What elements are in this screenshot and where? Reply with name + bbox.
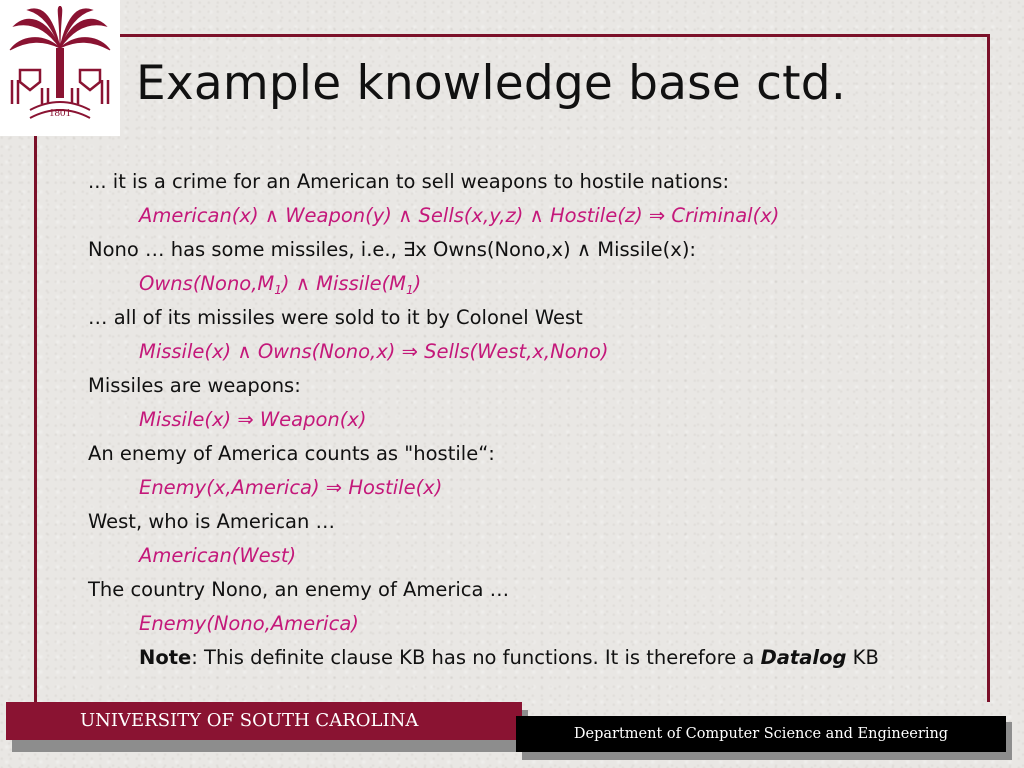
footer-university: UNIVERSITY OF SOUTH CAROLINA [6, 702, 522, 740]
note-datalog: Datalog [760, 646, 847, 669]
formula-part: Owns(Nono,M [139, 272, 275, 295]
note-line [88, 641, 988, 675]
formula-american-west: American(West) [139, 544, 297, 567]
note-label: Note [139, 646, 192, 669]
university-logo [0, 0, 120, 136]
formula-owns-missile [88, 267, 988, 301]
formula-hostile-rule: Enemy(x,America) ⇒ Hostile(x) [139, 476, 443, 499]
formula-part: ) ∧ Missile(M [281, 272, 407, 295]
formula-criminal-rule: American(x) ∧ Weapon(y) ∧ Sells(x,y,z) ∧ Hostile(z) ⇒ Criminal(x) [139, 204, 780, 227]
formula-sells-rule: Missile(x) ∧ Owns(Nono,x) ⇒ Sells(West,x,Nono) [139, 340, 609, 363]
subscript: 1 [406, 283, 414, 297]
body-line-5: … all of its missiles were sold to it by Colonel West [88, 306, 583, 329]
note-text: : This definite clause KB has no functions. It is therefore a [191, 646, 761, 669]
seal-year: 1801 [49, 107, 71, 119]
slide-body [88, 165, 988, 675]
body-line-13: The country Nono, an enemy of America … [88, 578, 510, 601]
slide-title: Example knowledge base ctd. [136, 56, 846, 111]
palmetto-tree-seal-icon [6, 6, 114, 130]
body-line-3: Nono … has some missiles, i.e., ∃x Owns(Nono,x) ∧ Missile(x): [88, 238, 697, 261]
body-line-11: West, who is American … [88, 510, 336, 533]
note-end: KB [846, 646, 879, 669]
footer-department: Department of Computer Science and Engineering [516, 716, 1006, 752]
subscript: 1 [274, 283, 282, 297]
body-line-1: ... it is a crime for an American to sell weapons to hostile nations: [88, 170, 730, 193]
formula-weapon-rule: Missile(x) ⇒ Weapon(x) [139, 408, 367, 431]
body-line-9: An enemy of America counts as "hostile“: [88, 442, 495, 465]
formula-enemy-nono: Enemy(Nono,America) [139, 612, 359, 635]
body-line-7: Missiles are weapons: [88, 374, 301, 397]
formula-part: ) [413, 272, 422, 295]
